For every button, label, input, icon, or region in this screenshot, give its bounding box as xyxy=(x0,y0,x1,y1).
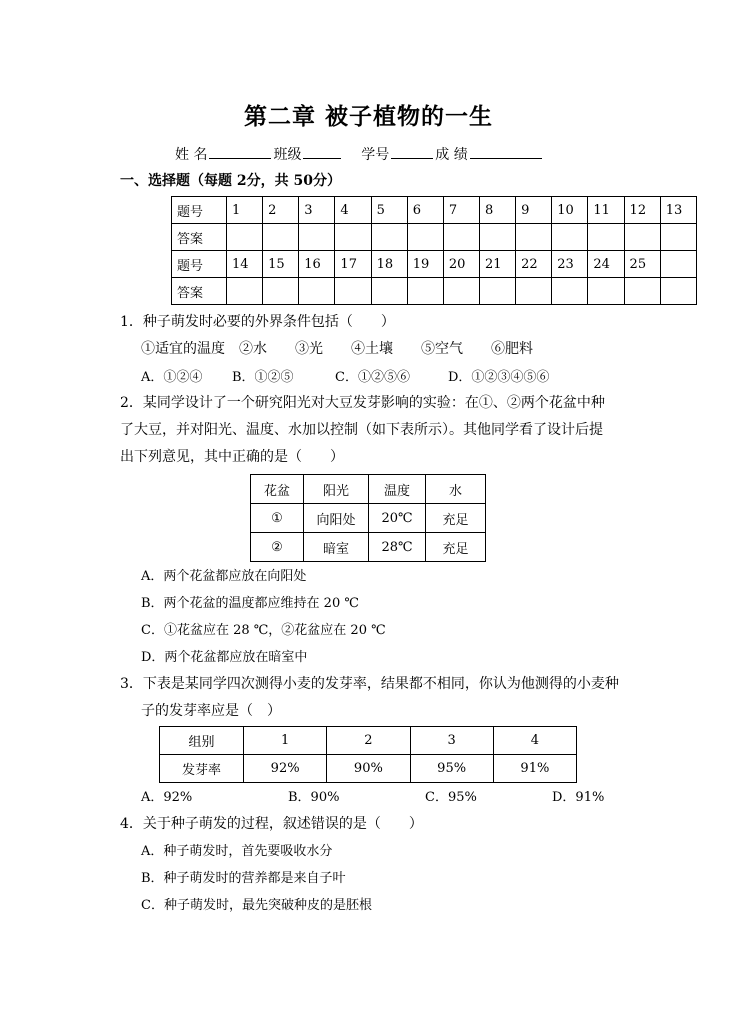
table-cell: 92% xyxy=(244,755,327,783)
answer-cell[interactable] xyxy=(443,278,479,305)
grid-label: 答案 xyxy=(172,278,227,305)
grid-label: 答案 xyxy=(172,224,227,251)
answer-cell[interactable] xyxy=(479,278,515,305)
grid-cell: 5 xyxy=(371,197,407,224)
q2-option-c: C．①花盆应在 28 ℃，②花盆应在 20 ℃ xyxy=(141,623,386,638)
table-cell: ② xyxy=(251,533,304,562)
table-cell: 向阳处 xyxy=(304,504,369,533)
q2-stem-line2: 了大豆，并对阳光、温度、水加以控制（如下表所示）。其他同学看了设计后提 xyxy=(120,422,603,438)
grid-cell: 13 xyxy=(660,197,696,224)
grid-cell: 6 xyxy=(407,197,443,224)
score-blank xyxy=(470,145,542,159)
grid-cell: 14 xyxy=(227,251,263,278)
q3-option-c: C．95% xyxy=(425,790,477,805)
grid-cell: 1 xyxy=(227,197,263,224)
score-label: 成 绩 xyxy=(435,147,468,163)
table-header: 3 xyxy=(410,727,493,755)
grid-cell: 4 xyxy=(335,197,371,224)
answer-cell[interactable] xyxy=(299,278,335,305)
answer-cell[interactable] xyxy=(443,224,479,251)
grid-cell: 20 xyxy=(443,251,479,278)
q2-option-a: A．两个花盆都应放在向阳处 xyxy=(141,569,307,584)
answer-cell[interactable] xyxy=(660,224,696,251)
table-header: 组别 xyxy=(160,727,244,755)
student-info xyxy=(175,144,544,164)
table-cell: 28℃ xyxy=(369,533,426,562)
answer-cell[interactable] xyxy=(552,224,588,251)
q4-stem: 4．关于种子萌发的过程，叙述错误的是（ ） xyxy=(120,816,423,832)
table-row xyxy=(160,727,577,755)
page-title: 第二章 被子植物的一生 xyxy=(243,103,493,130)
answer-cell[interactable] xyxy=(371,224,407,251)
grid-cell: 11 xyxy=(588,197,624,224)
table-header: 花盆 xyxy=(251,475,304,504)
grid-label: 题号 xyxy=(172,251,227,278)
grid-cell: 12 xyxy=(624,197,660,224)
number-label: 学号 xyxy=(361,147,390,163)
table-row xyxy=(251,533,486,562)
answer-cell[interactable] xyxy=(371,278,407,305)
table-cell: 91% xyxy=(493,755,576,783)
answer-cell[interactable] xyxy=(588,278,624,305)
grid-label: 题号 xyxy=(172,197,227,224)
number-blank xyxy=(391,145,433,159)
grid-cell: 21 xyxy=(479,251,515,278)
q3-option-d: D．91% xyxy=(552,790,605,805)
q1-option-c: C．①②⑤⑥ xyxy=(335,370,410,385)
grid-cell: 16 xyxy=(299,251,335,278)
grid-cell: 7 xyxy=(443,197,479,224)
section-heading: 一、选择题（每题 2分，共 50分） xyxy=(120,173,341,189)
answer-cell[interactable] xyxy=(588,224,624,251)
table-cell: 20℃ xyxy=(369,504,426,533)
answer-cell[interactable] xyxy=(660,278,696,305)
grid-cell: 10 xyxy=(552,197,588,224)
grid-cell: 3 xyxy=(299,197,335,224)
answer-cell[interactable] xyxy=(263,278,299,305)
q3-table xyxy=(159,726,577,783)
grid-cell: 19 xyxy=(407,251,443,278)
table-row xyxy=(172,197,697,224)
table-header: 阳光 xyxy=(304,475,369,504)
q4-option-b: B．种子萌发时的营养都是来自子叶 xyxy=(141,871,346,886)
grid-cell: 22 xyxy=(516,251,552,278)
answer-cell[interactable] xyxy=(479,224,515,251)
answer-cell[interactable] xyxy=(407,224,443,251)
q4-option-a: A．种子萌发时，首先要吸收水分 xyxy=(141,844,333,859)
table-row xyxy=(160,755,577,783)
name-blank xyxy=(209,145,271,159)
table-row xyxy=(172,251,697,278)
answer-cell[interactable] xyxy=(516,278,552,305)
table-row xyxy=(172,278,697,305)
answer-cell[interactable] xyxy=(227,224,263,251)
class-blank xyxy=(303,145,341,159)
q3-stem-line1: 3．下表是某同学四次测得小麦的发芽率，结果都不相同，你认为他测得的小麦种 xyxy=(120,676,619,692)
q2-option-b: B．两个花盆的温度都应维持在 20 ℃ xyxy=(141,596,359,611)
table-row xyxy=(251,504,486,533)
table-row xyxy=(251,475,486,504)
answer-cell[interactable] xyxy=(227,278,263,305)
q1-option-a: A．①②④ xyxy=(141,370,203,385)
table-cell: 95% xyxy=(410,755,493,783)
table-cell: 发芽率 xyxy=(160,755,244,783)
table-header: 1 xyxy=(244,727,327,755)
table-cell: 90% xyxy=(327,755,410,783)
table-cell: 充足 xyxy=(426,533,486,562)
answer-cell[interactable] xyxy=(552,278,588,305)
table-header: 温度 xyxy=(369,475,426,504)
grid-cell: 2 xyxy=(263,197,299,224)
q2-table xyxy=(250,474,486,562)
table-cell: 充足 xyxy=(426,504,486,533)
class-label: 班级 xyxy=(273,147,302,163)
q1-items: ①适宜的温度 ②水 ③光 ④土壤 ⑤空气 ⑥肥料 xyxy=(141,341,533,357)
grid-cell: 24 xyxy=(588,251,624,278)
q1-option-d: D．①②③④⑤⑥ xyxy=(448,370,550,385)
table-row xyxy=(172,224,697,251)
grid-cell xyxy=(660,251,696,278)
answer-cell[interactable] xyxy=(624,224,660,251)
q2-option-d: D．两个花盆都应放在暗室中 xyxy=(141,650,308,665)
answer-cell[interactable] xyxy=(335,278,371,305)
table-cell: 暗室 xyxy=(304,533,369,562)
answer-cell[interactable] xyxy=(263,224,299,251)
name-label: 姓 名 xyxy=(175,147,208,163)
grid-cell: 25 xyxy=(624,251,660,278)
q1-option-b: B．①②⑤ xyxy=(232,370,294,385)
table-header: 2 xyxy=(327,727,410,755)
grid-cell: 15 xyxy=(263,251,299,278)
q3-stem-line2: 子的发芽率应是（ ） xyxy=(141,703,281,719)
answer-cell[interactable] xyxy=(624,278,660,305)
grid-cell: 23 xyxy=(552,251,588,278)
answer-cell[interactable] xyxy=(407,278,443,305)
q3-option-a: A．92% xyxy=(141,790,193,805)
answer-cell[interactable] xyxy=(516,224,552,251)
answer-cell[interactable] xyxy=(335,224,371,251)
q3-option-b: B．90% xyxy=(288,790,340,805)
grid-cell: 8 xyxy=(479,197,515,224)
grid-cell: 17 xyxy=(335,251,371,278)
grid-cell: 9 xyxy=(516,197,552,224)
q4-option-c: C．种子萌发时，最先突破种皮的是胚根 xyxy=(141,898,372,913)
table-header: 4 xyxy=(493,727,576,755)
table-cell: ① xyxy=(251,504,304,533)
q1-stem: 1．种子萌发时必要的外界条件包括（ ） xyxy=(120,314,395,330)
answer-grid xyxy=(171,196,697,305)
answer-cell[interactable] xyxy=(299,224,335,251)
grid-cell: 18 xyxy=(371,251,407,278)
table-header: 水 xyxy=(426,475,486,504)
q2-stem-line3: 出下列意见，其中正确的是（ ） xyxy=(120,449,344,465)
q2-stem-line1: 2．某同学设计了一个研究阳光对大豆发芽影响的实验：在①、②两个花盆中种 xyxy=(120,395,605,411)
